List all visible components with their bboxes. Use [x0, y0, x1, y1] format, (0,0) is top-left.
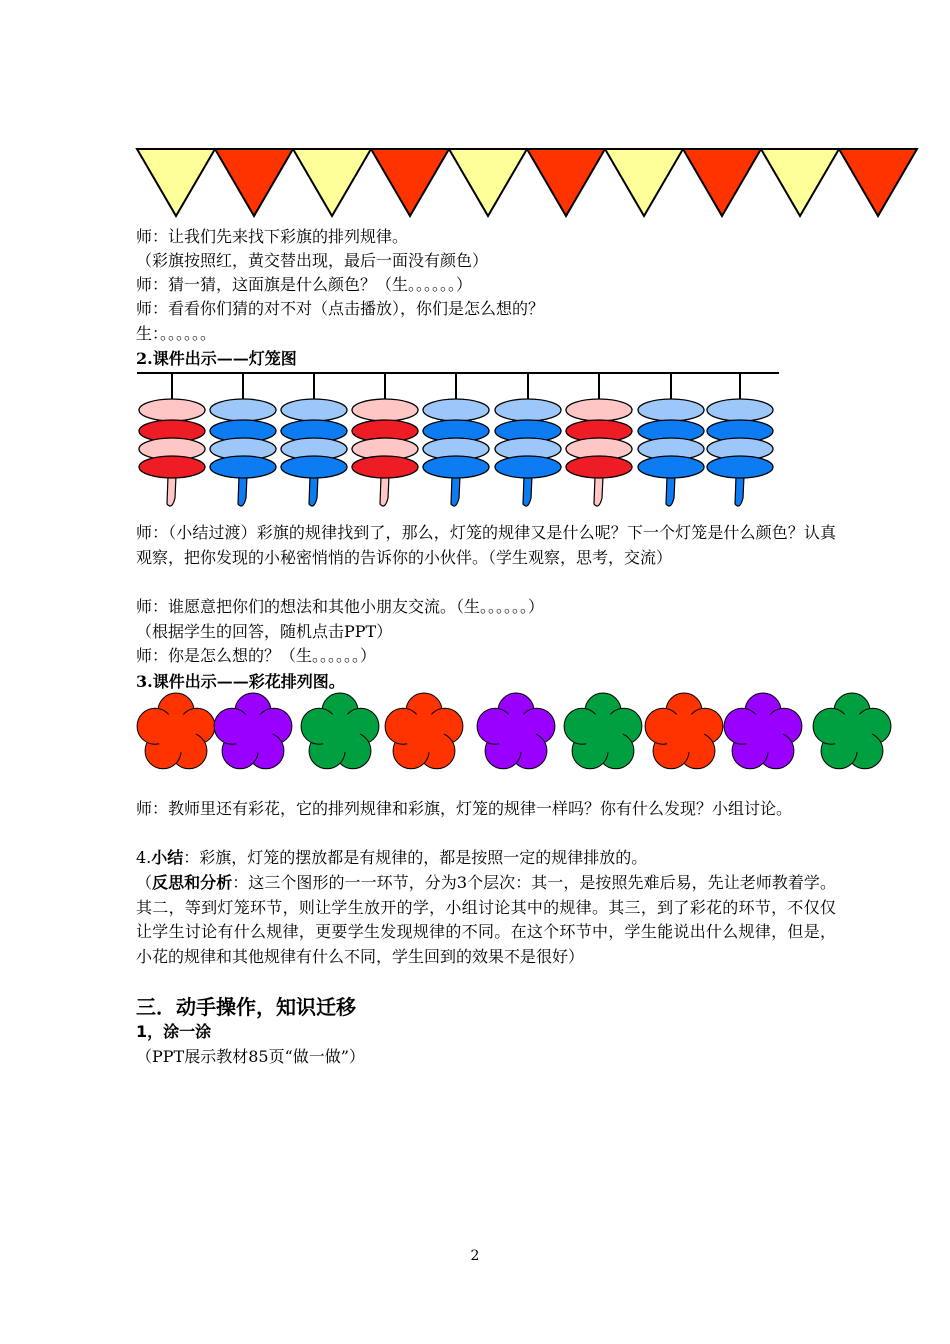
flower: [813, 693, 891, 769]
section-heading-flowers: 3.课件出示——彩花排列图。: [136, 672, 345, 691]
section-heading-lanterns: 2.课件出示——灯笼图: [136, 349, 297, 368]
flower: [564, 693, 642, 769]
flower: [477, 693, 555, 769]
section-heading-3: 三．动手操作，知识迁移: [136, 995, 356, 1019]
reflection-label: 反思和分析: [152, 873, 233, 892]
reflection-open-paren: （: [136, 873, 153, 892]
subheading-color-activity: 1，涂一涂: [136, 1022, 212, 1041]
flower-core: [496, 713, 536, 753]
flower-core: [664, 713, 704, 753]
flower-core: [156, 713, 196, 753]
flower: [385, 693, 463, 769]
flower: [214, 693, 292, 769]
flower-core: [320, 713, 360, 753]
flower-core: [404, 713, 444, 753]
teacher-paragraph-1: 师：（小结过渡）彩旗的规律找到了，那么，灯笼的规律又是什么呢？下一个灯笼是什么颜色？认真观察，把你发现的小秘密悄悄的告诉你的小伙伴。（学生观察，思考，交流）: [136, 523, 836, 567]
summary-text: ：彩旗，灯笼的摆放都是有规律的，都是按照一定的规律排放的。: [183, 848, 648, 867]
flower-core: [832, 713, 872, 753]
teacher-line-3: 师：看看你们猜的对不对（点击播放），你们是怎么想的？: [136, 299, 545, 318]
summary-label: 小结: [151, 848, 184, 867]
flower-core: [583, 713, 623, 753]
summary-number: 4.: [136, 848, 152, 867]
flower: [645, 693, 723, 769]
reflection-text: ：这三个图形的一一环节，分为3个层次：其一，是按照先难后易，先让老师教着学。其二，等到灯笼环节，则让学生放开的学，小组讨论其中的规律。其三，到了彩花的环节，不仅仅让学生讨论有什么规律，更要学生发现规律的不同。在这个环节中，学生能说出什么规律，但是，小花的规律和其他规律有什么不同，学生回到的效果不是很好）: [136, 873, 836, 966]
summary-line: [136, 846, 647, 870]
page-number: 2: [470, 1248, 480, 1264]
flower: [137, 693, 215, 769]
note-line-2: （根据学生的回答，随机点击PPT）: [136, 622, 393, 641]
teacher-line-4: 师：谁愿意把你们的想法和其他小朋友交流。（生。。。。。。）: [136, 597, 545, 616]
teacher-line-2: 师：猜一猜，这面旗是什么颜色？（生。。。。。。）: [136, 275, 473, 294]
teacher-paragraph-2: 师：教师里还有彩花，它的排列规律和彩旗，灯笼的规律一样吗？你有什么发现？小组讨论。: [136, 799, 793, 818]
note-line-1: （彩旗按照红，黄交替出现，最后一面没有颜色）: [136, 251, 489, 270]
teacher-line-5: 师：你是怎么想的？（生。。。。。。）: [136, 646, 377, 665]
flower-core: [743, 713, 783, 753]
note-line-3: （PPT展示教材85页“做一做”）: [136, 1047, 365, 1066]
flower-core: [233, 713, 273, 753]
student-line-1: 生：。。。。。。: [136, 324, 217, 343]
flower: [724, 693, 802, 769]
teacher-line-1: 师：让我们先来找下彩旗的排列规律。: [136, 227, 409, 246]
flower: [301, 693, 379, 769]
reflection-paragraph: [136, 871, 836, 969]
